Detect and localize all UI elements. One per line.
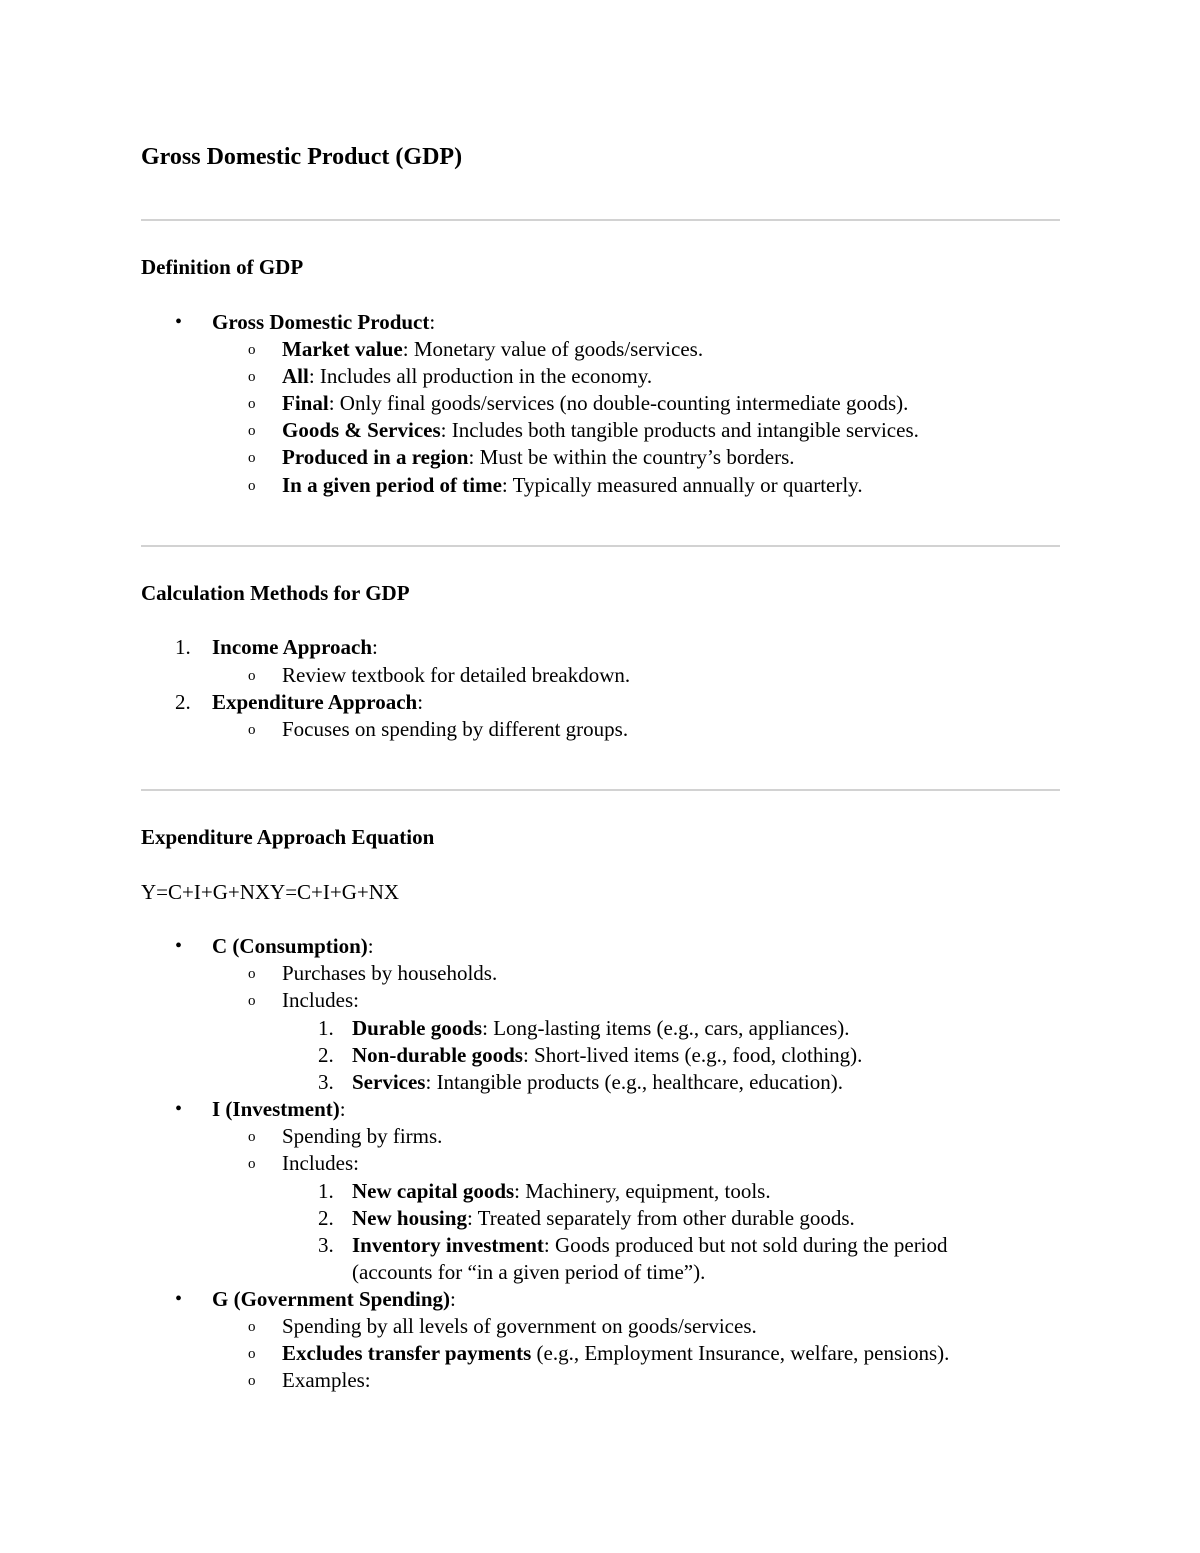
item-text: : Long-lasting items (e.g., cars, appliances). <box>482 1016 850 1040</box>
expenditure-equation: Y=C+I+G+NXY=C+I+G+NX <box>141 880 400 904</box>
circle-marker: o <box>248 668 256 684</box>
definition-item <box>282 363 652 390</box>
item-term: Gross Domestic Product <box>212 310 430 334</box>
list-number: 2. <box>175 690 191 714</box>
section-divider <box>141 789 1060 791</box>
bullet-marker: • <box>175 1098 183 1120</box>
circle-marker: o <box>248 1346 256 1362</box>
component-detail <box>352 1042 862 1069</box>
item-term: Goods & Services <box>282 418 441 442</box>
component-detail <box>352 1205 855 1232</box>
component-subitem: Includes: <box>282 988 359 1012</box>
item-text: : Only final goods/services (no double-counting intermediate goods). <box>328 391 909 415</box>
component-item <box>212 1286 456 1313</box>
circle-marker: o <box>248 993 256 1009</box>
list-number: 1. <box>318 1179 334 1203</box>
item-term: C (Consumption) <box>212 934 368 958</box>
item-term: Produced in a region <box>282 445 469 469</box>
list-number: 1. <box>318 1016 334 1040</box>
item-text: : <box>339 1097 346 1121</box>
item-text: : <box>429 310 436 334</box>
component-subitem: Spending by all levels of government on goods/services. <box>282 1314 757 1338</box>
item-text: : Machinery, equipment, tools. <box>514 1179 771 1203</box>
expenditure-heading: Expenditure Approach Equation <box>141 825 435 849</box>
list-number: 3. <box>318 1233 334 1257</box>
section-divider <box>141 545 1060 547</box>
definition-item <box>282 417 919 444</box>
circle-marker: o <box>248 966 256 982</box>
item-term: All <box>282 364 309 388</box>
component-subitem: Examples: <box>282 1368 371 1392</box>
component-detail <box>352 1178 771 1205</box>
method-item <box>212 689 423 716</box>
component-subitem <box>282 1340 949 1367</box>
item-term: Inventory investment <box>352 1233 544 1257</box>
item-term: Excludes transfer payments <box>282 1341 532 1365</box>
document-title: Gross Domestic Product (GDP) <box>141 144 463 170</box>
method-item <box>212 634 378 661</box>
item-term: New housing <box>352 1206 467 1230</box>
item-term: Final <box>282 391 329 415</box>
circle-marker: o <box>248 1373 256 1389</box>
item-term: In a given period of time <box>282 473 502 497</box>
circle-marker: o <box>248 369 256 385</box>
item-term: New capital goods <box>352 1179 515 1203</box>
component-subitem: Spending by firms. <box>282 1124 443 1148</box>
circle-marker: o <box>248 478 256 494</box>
item-text: : Goods produced but not sold during the period <box>543 1233 948 1257</box>
item-text: : Intangible products (e.g., healthcare, education). <box>425 1070 843 1094</box>
list-number: 2. <box>318 1043 334 1067</box>
circle-marker: o <box>248 722 256 738</box>
definition-item <box>282 444 795 471</box>
definition-item <box>282 336 703 363</box>
item-term: Market value <box>282 337 403 361</box>
item-text: : Typically measured annually or quarterly. <box>501 473 863 497</box>
component-item <box>212 1096 346 1123</box>
method-subitem: Review textbook for detailed breakdown. <box>282 663 631 687</box>
calculation-heading: Calculation Methods for GDP <box>141 581 410 605</box>
item-term: I (Investment) <box>212 1097 340 1121</box>
section-divider <box>141 219 1060 221</box>
list-number: 3. <box>318 1070 334 1094</box>
component-subitem: Includes: <box>282 1151 359 1175</box>
bullet-marker: • <box>175 311 183 333</box>
item-text: (e.g., Employment Insurance, welfare, pensions). <box>531 1341 950 1365</box>
item-text: : <box>417 690 424 714</box>
item-text: : Includes both tangible products and intangible services. <box>440 418 919 442</box>
item-text: : Must be within the country’s borders. <box>468 445 795 469</box>
component-detail <box>352 1015 850 1042</box>
component-detail <box>352 1069 843 1096</box>
definition-heading: Definition of GDP <box>141 255 304 279</box>
definition-item <box>282 390 908 417</box>
circle-marker: o <box>248 423 256 439</box>
item-term: Income Approach <box>212 635 373 659</box>
item-term: G (Government Spending) <box>212 1287 451 1311</box>
bullet-marker: • <box>175 1288 183 1310</box>
item-term: Expenditure Approach <box>212 690 418 714</box>
circle-marker: o <box>248 450 256 466</box>
list-number: 2. <box>318 1206 334 1230</box>
circle-marker: o <box>248 342 256 358</box>
circle-marker: o <box>248 1129 256 1145</box>
circle-marker: o <box>248 1156 256 1172</box>
definition-item <box>282 472 863 499</box>
component-detail-continuation: (accounts for “in a given period of time”). <box>352 1260 706 1284</box>
bullet-marker: • <box>175 935 183 957</box>
item-term: Non-durable goods <box>352 1043 523 1067</box>
item-text: : <box>367 934 374 958</box>
item-term: Services <box>352 1070 426 1094</box>
circle-marker: o <box>248 1319 256 1335</box>
component-subitem: Purchases by households. <box>282 961 498 985</box>
item-term: Durable goods <box>352 1016 483 1040</box>
circle-marker: o <box>248 396 256 412</box>
component-detail <box>352 1232 948 1259</box>
item-text: : <box>372 635 378 659</box>
item-text: : Includes all production in the economy. <box>308 364 653 388</box>
component-item <box>212 933 374 960</box>
item-text: : Treated separately from other durable goods. <box>466 1206 855 1230</box>
definition-main-item <box>212 309 435 336</box>
method-subitem: Focuses on spending by different groups. <box>282 717 629 741</box>
item-text: : Monetary value of goods/services. <box>402 337 704 361</box>
item-text: : Short-lived items (e.g., food, clothing). <box>522 1043 863 1067</box>
item-text: : <box>450 1287 456 1311</box>
list-number: 1. <box>175 635 191 659</box>
